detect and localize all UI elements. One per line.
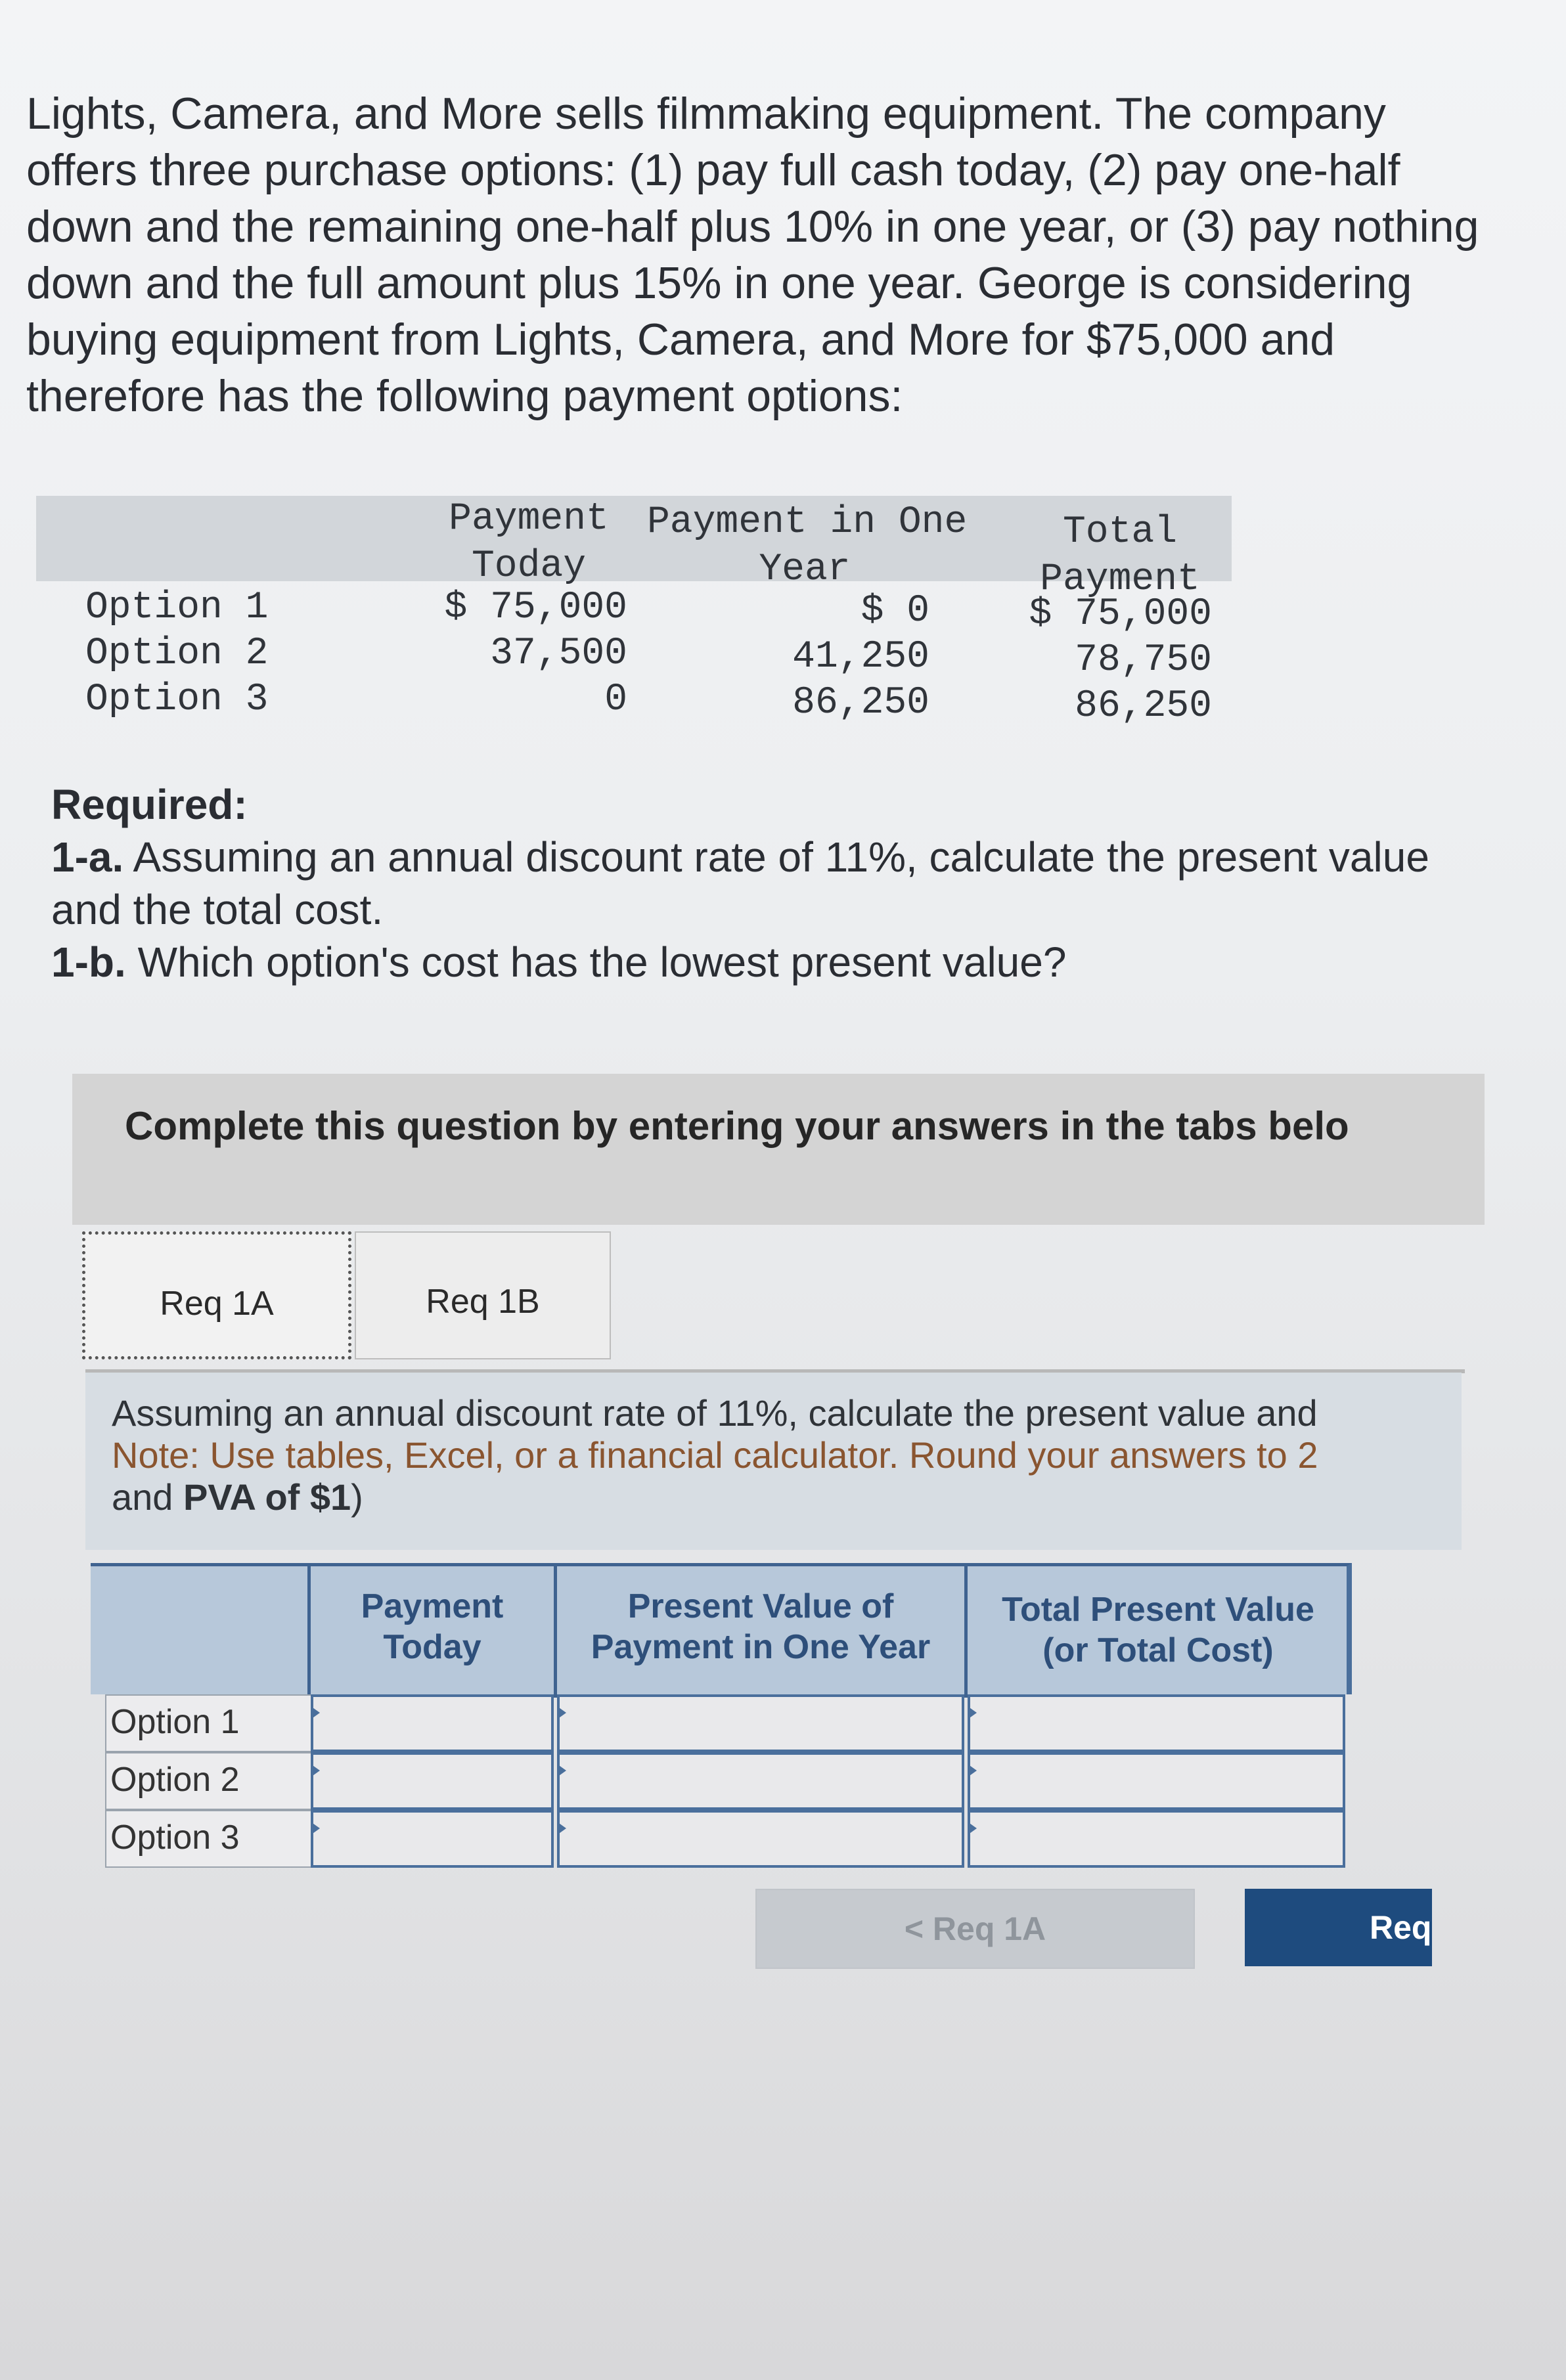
option-3-payment-today-input[interactable] [311, 1810, 554, 1868]
question-1b-text: Which option's cost has the lowest present value? [137, 938, 1067, 986]
answer-row-label: Option 1 [105, 1694, 319, 1752]
question-1b [51, 936, 1483, 988]
answer-row-option-2 [91, 1752, 1352, 1810]
option-2-total-pv-input[interactable] [968, 1752, 1345, 1810]
option-1-pv-one-year-input[interactable] [557, 1694, 964, 1752]
rounding-note: Note: Use tables, Excel, or a financial calculator. Round your answers to 2 [112, 1434, 1318, 1476]
question-1a-label: 1-a. [51, 833, 124, 881]
tab-req-1a[interactable]: Req 1A [82, 1231, 351, 1359]
question-1b-label: 1-b. [51, 938, 126, 986]
tab-req-1b[interactable]: Req 1B [355, 1231, 611, 1359]
row-label-option-2: Option 2 [85, 632, 269, 675]
answer-row-option-3 [91, 1810, 1352, 1868]
col-header-total-payment: Total Payment [1040, 511, 1200, 601]
option-1-payment-today-input[interactable] [311, 1694, 554, 1752]
cell-option-2-one-year: 41,250 [792, 636, 929, 678]
header-pv-one-year: Present Value of Payment in One Year [591, 1587, 931, 1666]
cell-option-1-today: $ 75,000 [444, 586, 627, 629]
instruction-line-3 [112, 1476, 1435, 1518]
row-label-option-1: Option 1 [85, 586, 269, 629]
answer-row-label: Option 2 [105, 1752, 319, 1810]
row-label-option-3: Option 3 [85, 678, 269, 721]
instruction-line: Assuming an annual discount rate of 11%, calculate the present value and [112, 1392, 1318, 1434]
cell-option-2-today: 37,500 [490, 632, 627, 675]
cell-option-3-one-year: 86,250 [792, 682, 929, 724]
prev-req-button[interactable]: < Req 1A [755, 1889, 1195, 1969]
col-header-payment-one-year: Payment in One Year [647, 501, 968, 591]
cell-option-3-today: 0 [604, 678, 627, 721]
answer-table-header [91, 1563, 1352, 1694]
instruction-text: and [112, 1476, 183, 1518]
cell-option-3-total: 86,250 [1075, 685, 1212, 728]
option-2-payment-today-input[interactable] [311, 1752, 554, 1810]
required-heading: Required: [51, 781, 248, 828]
req-1a-instructions [85, 1373, 1462, 1550]
option-1-total-pv-input[interactable] [968, 1694, 1345, 1752]
payment-options-table [36, 496, 1232, 732]
answer-row-label: Option 3 [105, 1810, 319, 1868]
col-header-payment-today: Payment Today [449, 498, 609, 588]
cell-option-2-total: 78,750 [1075, 639, 1212, 682]
option-3-total-pv-input[interactable] [968, 1810, 1345, 1868]
option-3-pv-one-year-input[interactable] [557, 1810, 964, 1868]
cell-option-1-one-year: $ 0 [861, 590, 929, 632]
option-2-pv-one-year-input[interactable] [557, 1752, 964, 1810]
cell-option-1-total: $ 75,000 [1029, 593, 1212, 636]
pva-link-text: PVA of $1 [183, 1476, 351, 1518]
header-total-pv: Total Present Value (or Total Cost) [1002, 1591, 1314, 1669]
instructions-banner: Complete this question by entering your answers in the tabs belo [72, 1074, 1485, 1225]
required-section [51, 778, 1483, 988]
problem-intro: Lights, Camera, and More sells filmmaking equipment. The company offers three purchase options: (1) pay full cash today, (2) pay one-half down and the remaining one-half plus 10% in one year, or (3) pay nothing down and the full amount plus 15% in one year. George is considering buying equipment from Lights, Camera, and More for $75,000 and therefore has the following payment options: [26, 89, 1479, 421]
question-1a [51, 831, 1483, 936]
header-payment-today: Payment Today [361, 1587, 504, 1666]
answer-row-option-1 [91, 1694, 1352, 1752]
instruction-text: ) [351, 1476, 363, 1518]
question-1a-text: Assuming an annual discount rate of 11%, calculate the present value and the total cost. [51, 833, 1429, 933]
next-req-button[interactable]: Req [1245, 1889, 1432, 1966]
